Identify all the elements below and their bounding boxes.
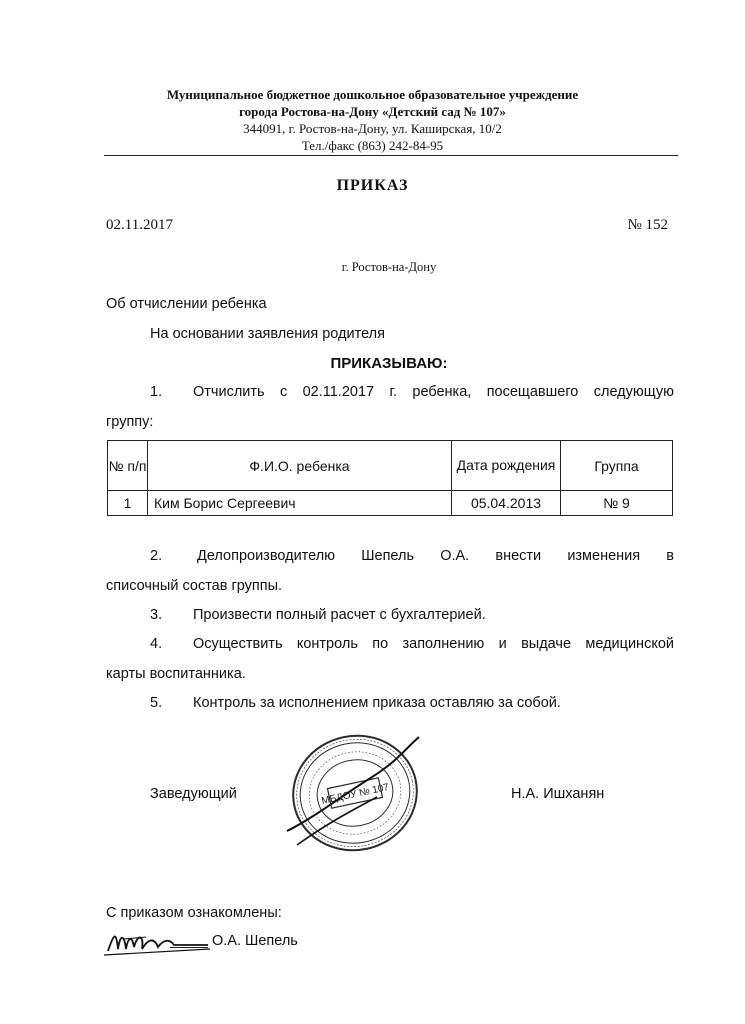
head-name: Н.А. Ишханян <box>511 786 605 802</box>
item-3-number: 3. <box>150 607 163 623</box>
cell-group: № 9 <box>561 491 673 516</box>
signature-line <box>170 947 208 948</box>
cell-child-name: Ким Борис Сергеевич <box>148 491 452 516</box>
acknowledged-name: О.А. Шепель <box>212 933 298 949</box>
item-4-continuation: карты воспитанника. <box>106 666 246 682</box>
item-5-number: 5. <box>150 695 163 711</box>
item-2-number: 2. <box>150 548 163 564</box>
organization-stamp <box>285 727 425 859</box>
item-1-continuation: группу: <box>106 414 154 430</box>
order-city: г. Ростов-на-Дону <box>341 260 437 274</box>
org-address: 344091, г. Ростов-на-Дону, ул. Каширская, 10/2 <box>243 121 502 136</box>
item-4-number: 4. <box>150 636 163 652</box>
cell-row-number: 1 <box>108 491 148 516</box>
acknowledged-label: С приказом ознакомлены: <box>106 905 282 921</box>
item-1-text: Отчислить с 02.11.2017 г. ребенка, посещавшего следующую <box>193 384 674 400</box>
table-row <box>108 491 673 516</box>
org-name-line2: города Ростова-на-Дону «Детский сад № 107» <box>239 104 506 119</box>
header-cell-number: № п/п <box>108 441 148 491</box>
order-word: ПРИКАЗЫВАЮ: <box>330 355 448 372</box>
head-position: Заведующий <box>150 786 237 802</box>
cell-birthdate: 05.04.2013 <box>452 491 561 516</box>
item-3-text: Произвести полный расчет с бухгалтерией. <box>193 607 486 623</box>
header-divider <box>104 155 678 156</box>
handwritten-signature <box>104 925 214 959</box>
order-date: 02.11.2017 <box>106 217 173 233</box>
item-4-text: Осуществить контроль по заполнению и выдаче медицинской <box>193 636 674 652</box>
item-1-number: 1. <box>150 384 163 400</box>
table-header-row <box>108 441 673 491</box>
header-cell-group: Группа <box>561 441 673 491</box>
org-name-line1: Муниципальное бюджетное дошкольное образовательное учреждение <box>166 87 579 102</box>
order-basis: На основании заявления родителя <box>150 326 385 342</box>
order-subject: Об отчислении ребенка <box>106 296 267 312</box>
children-table <box>107 440 673 516</box>
org-phone: Тел./факс (863) 242-84-95 <box>301 138 444 153</box>
item-2-text: Делопроизводителю Шепель О.А. внести изменения в <box>197 548 674 564</box>
stamp-center-text: МБДОУ № 107 <box>320 781 390 807</box>
document-title: ПРИКАЗ <box>336 177 409 194</box>
order-number: № 152 <box>627 217 668 233</box>
item-2-continuation: списочный состав группы. <box>106 578 283 594</box>
header-cell-birthdate: Дата рождения <box>452 441 561 491</box>
item-5-text: Контроль за исполнением приказа оставляю за собой. <box>193 695 561 711</box>
header-cell-name: Ф.И.О. ребенка <box>148 441 452 491</box>
